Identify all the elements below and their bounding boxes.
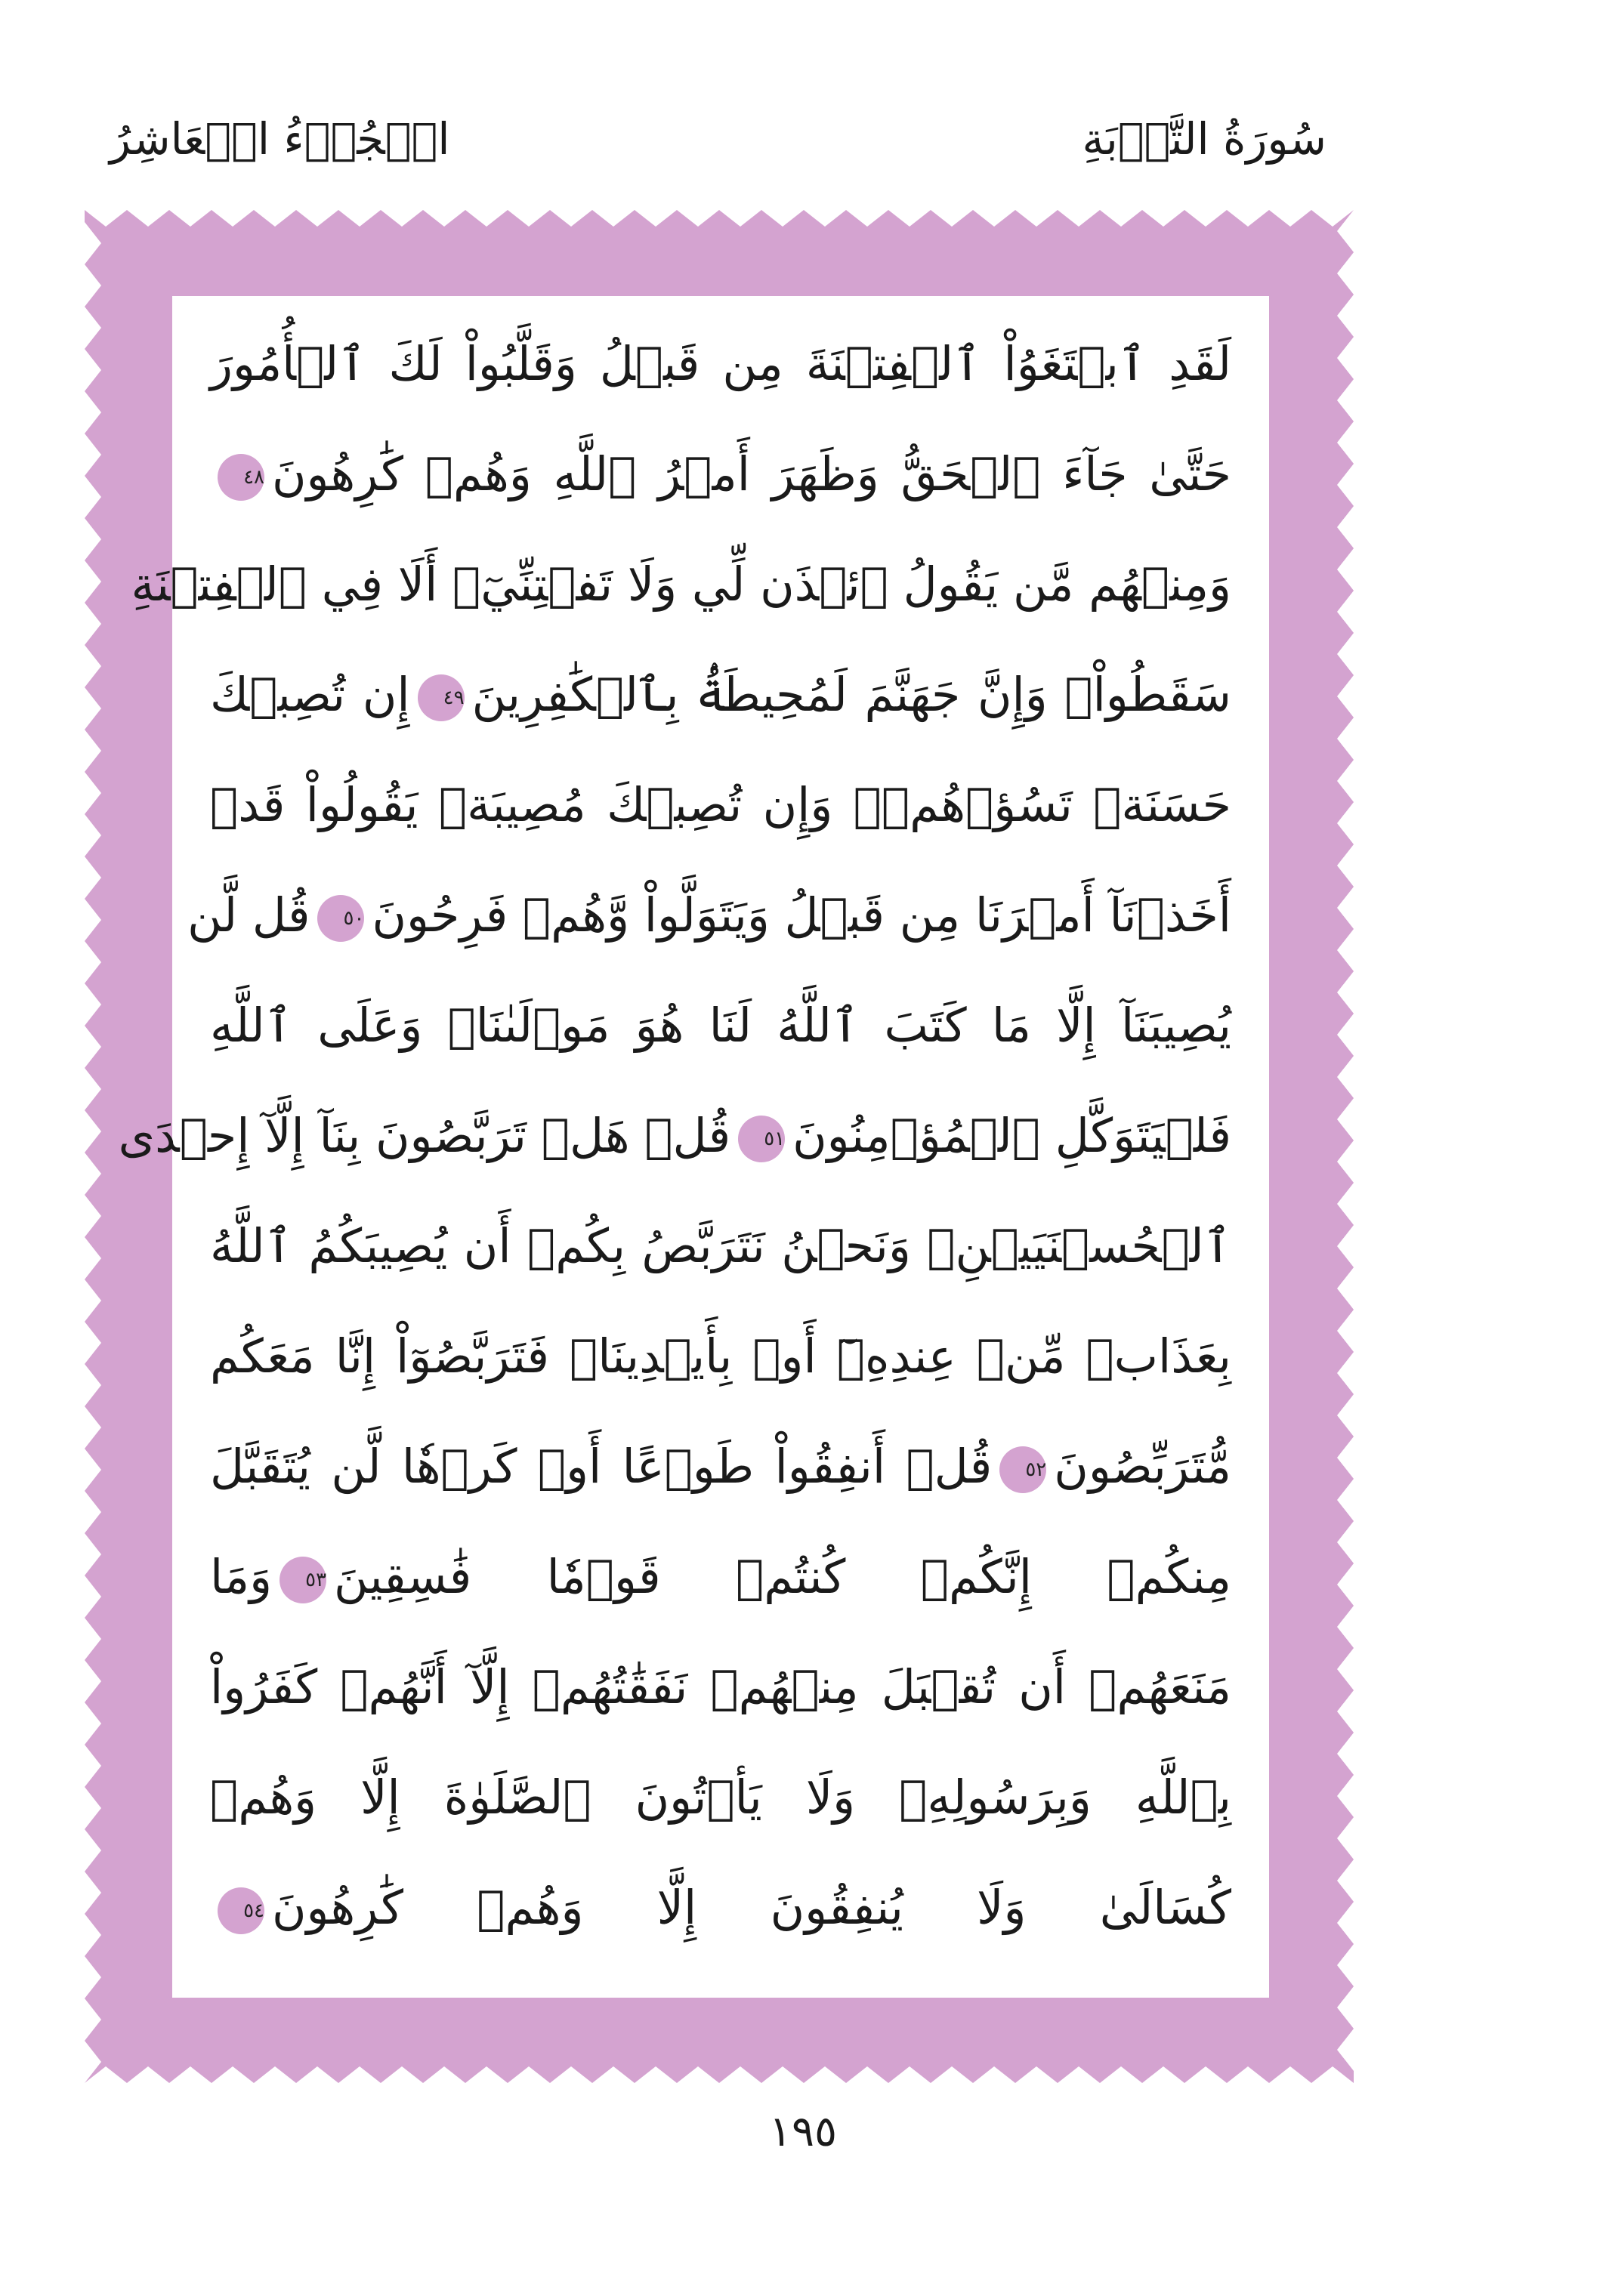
page-number: ١٩٥	[768, 2107, 838, 2156]
verse-line	[210, 973, 1231, 1079]
ayah-number-marker: ٥٤	[218, 1887, 264, 1934]
verse-text: مُّتَرَبِّصُونَ	[1054, 1439, 1231, 1494]
verse-line	[187, 863, 1231, 968]
verse-line	[210, 1634, 1231, 1740]
verse-line	[210, 1414, 1231, 1520]
verse-text: وَمِنۡهُم مَّن يَقُولُ ٱئۡذَن لِّي وَلَا تَفۡتِنِّيٓۚ أَلَا فِي ٱلۡفِتۡنَةِ	[131, 557, 1231, 612]
verse-line	[210, 1855, 1231, 1961]
ayah-number-marker: ٥٠	[317, 895, 364, 942]
verse-text: أَخَذۡنَآ أَمۡرَنَا مِن قَبۡلُ وَيَتَوَلَّواْ وَّهُمۡ فَرِحُونَ	[372, 887, 1231, 943]
verse-text: يُصِيبَنَآ إِلَّا مَا كَتَبَ ٱللَّهُ لَنَا هُوَ مَوۡلَىٰنَاۚ وَعَلَى ٱللَّهِ	[210, 998, 1231, 1053]
surah-title: سُورَةُ التَّوۡبَةِ	[1082, 113, 1326, 165]
verse-line	[210, 642, 1231, 748]
verse-line	[210, 1745, 1231, 1850]
verse-text: لَقَدِ ٱبۡتَغَوُاْ ٱلۡفِتۡنَةَ مِن قَبۡلُ وَقَلَّبُواْ لَكَ ٱلۡأُمُورَ	[210, 336, 1231, 391]
verse-text: مِنكُمۡ إِنَّكُمۡ كُنتُمۡ قَوۡمٗا فَٰسِقِينَ	[334, 1549, 1231, 1604]
verse-line	[131, 532, 1231, 637]
verse-text-continued: قُل لَّن	[187, 887, 310, 943]
verse-line	[118, 1083, 1231, 1189]
text-panel	[118, 296, 1269, 1998]
verse-text: فَلۡيَتَوَكَّلِ ٱلۡمُؤۡمِنُونَ	[792, 1108, 1231, 1163]
verse-text-continued: إِن تُصِبۡكَ	[210, 667, 410, 722]
ayah-number-marker: ٥٣	[280, 1557, 326, 1603]
verse-text-continued: وَمَا	[210, 1549, 273, 1604]
verse-line	[210, 1304, 1231, 1409]
verse-text: ٱلۡحُسۡنَيَيۡنِۖ وَنَحۡنُ نَتَرَبَّصُ بِكُمۡ أَن يُصِيبَكُمُ ٱللَّهُ	[210, 1218, 1231, 1273]
verse-line	[210, 752, 1231, 858]
ayah-number-marker: ٤٨	[218, 454, 264, 501]
verse-line	[210, 1524, 1231, 1630]
verse-text-continued: قُلۡ هَلۡ تَرَبَّصُونَ بِنَآ إِلَّآ إِحۡدَى	[118, 1108, 731, 1163]
verse-text: حَسَنَةٞ تَسُؤۡهُمۡۖ وَإِن تُصِبۡكَ مُصِيبَةٞ يَقُولُواْ قَدۡ	[210, 777, 1231, 832]
ayah-number-marker: ٤٩	[418, 674, 465, 721]
verse-text: بِعَذَابٖ مِّنۡ عِندِهِۦٓ أَوۡ بِأَيۡدِينَاۖ فَتَرَبَّصُوٓاْ إِنَّا مَعَكُم	[210, 1329, 1231, 1384]
verse-text: سَقَطُواْۗ وَإِنَّ جَهَنَّمَ لَمُحِيطَةُۢ بِٱلۡكَٰفِرِينَ	[471, 667, 1232, 722]
verse-text-continued: قُلۡ أَنفِقُواْ طَوۡعًا أَوۡ كَرۡهٗا لَّن يُتَقَبَّلَ	[210, 1439, 993, 1494]
verse-line	[210, 1193, 1231, 1299]
verse-text: كُسَالَىٰ وَلَا يُنفِقُونَ إِلَّا وَهُمۡ كَٰرِهُونَ	[272, 1880, 1231, 1935]
ayah-number-marker: ٥٢	[999, 1446, 1046, 1493]
verse-text: مَنَعَهُمۡ أَن تُقۡبَلَ مِنۡهُمۡ نَفَقَٰتُهُمۡ إِلَّآ أَنَّهُمۡ كَفَرُواْ	[210, 1659, 1231, 1714]
verse-line	[210, 311, 1231, 417]
verse-text: بِٱللَّهِ وَبِرَسُولِهِۦ وَلَا يَأۡتُونَ ٱلصَّلَوٰةَ إِلَّا وَهُمۡ	[210, 1770, 1231, 1825]
juz-title: الۡجُزۡءُ الۡعَاشِرُ	[110, 113, 450, 165]
ayah-number-marker: ٥١	[738, 1116, 785, 1162]
verse-text: حَتَّىٰ جَآءَ ٱلۡحَقُّ وَظَهَرَ أَمۡرُ ٱللَّهِ وَهُمۡ كَٰرِهُونَ	[272, 446, 1231, 501]
verse-line	[210, 421, 1231, 527]
